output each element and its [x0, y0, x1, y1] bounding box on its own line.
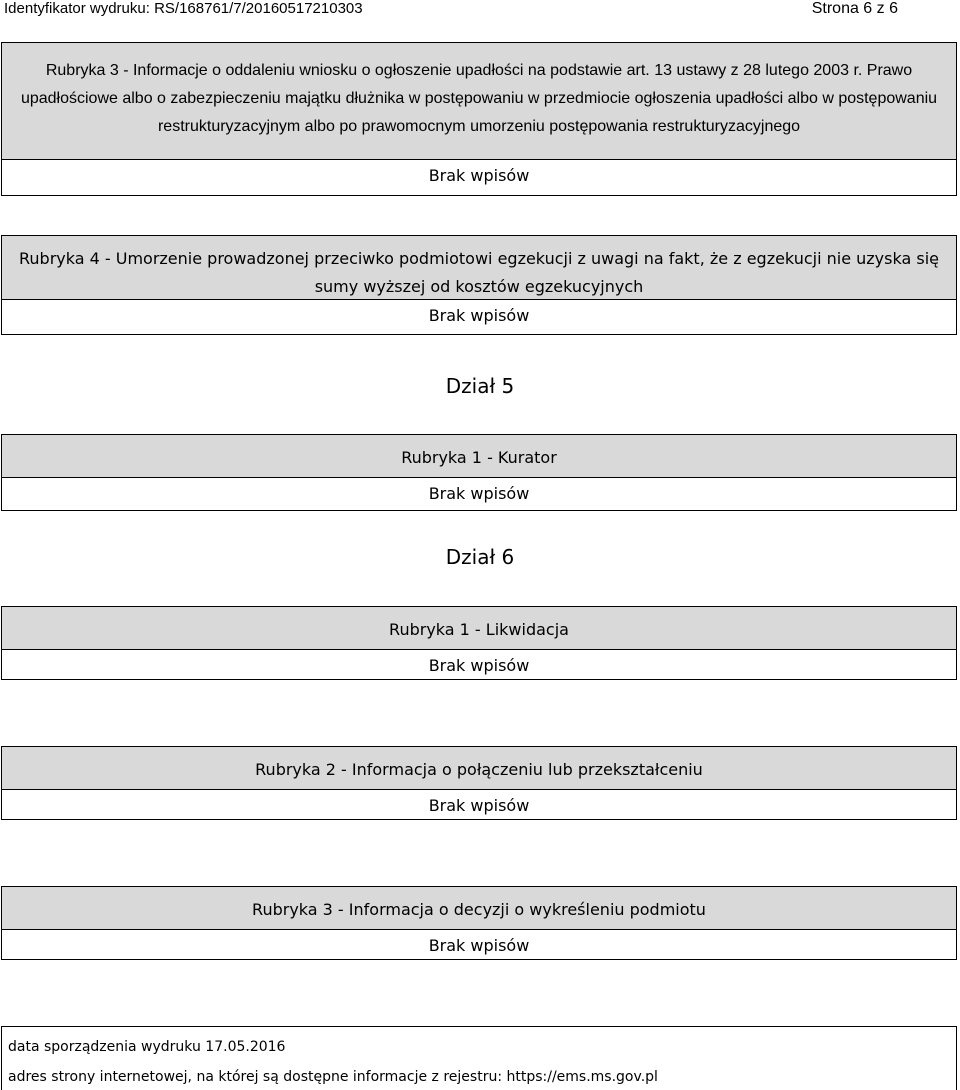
print-identifier: Identyfikator wydruku: RS/168761/7/20160517210303	[4, 0, 363, 17]
dzial-6-rubryka-2-value: Brak wpisów	[428, 796, 530, 815]
dzial-5-heading: Dział 5	[445, 374, 515, 398]
section-value-dzial-5-rubryka-1	[1, 477, 957, 511]
section-header-dzial-6-rubryka-2	[1, 746, 957, 790]
dzial-6-rubryka-1-value: Brak wpisów	[428, 656, 530, 675]
rubryka-3-title: Rubryka 3 - Informacje o oddaleniu wniosku o ogłoszenie upadłości na podstawie art. 13 ustawy z 28 lutego 2003 r. Prawo upadłościowe albo o zabezpieczeniu majątku dłużnika w postępowaniu w przedmiocie ogłoszenia upadłości albo w postępowaniu restrukturyzacyjnym albo po prawomocnym umorzeniu postępowania restrukturyzacyjnego	[20, 62, 938, 135]
section-value-rubryka-3-dzial-4	[1, 159, 957, 196]
dzial-6-rubryka-1-title: Rubryka 1 - Likwidacja	[389, 620, 569, 639]
section-value-dzial-6-rubryka-2	[1, 789, 957, 820]
section-header-dzial-5-rubryka-1	[1, 434, 957, 478]
registry-url-line: adres strony internetowej, na której są dostępne informacje z rejestru: https://ems.ms.gov.pl	[8, 1069, 658, 1085]
section-header-dzial-6-rubryka-1	[1, 606, 957, 650]
section-header-rubryka-3-dzial-4	[1, 42, 957, 160]
dzial-6-rubryka-2-title: Rubryka 2 - Informacja o połączeniu lub przekształceniu	[255, 760, 703, 779]
dzial-6-rubryka-3-value: Brak wpisów	[428, 936, 530, 955]
dzial-6-rubryka-3-title: Rubryka 3 - Informacja o decyzji o wykreśleniu podmiotu	[252, 900, 706, 919]
section-header-dzial-6-rubryka-3	[1, 886, 957, 930]
print-date: data sporządzenia wydruku 17.05.2016	[8, 1039, 286, 1055]
dzial-5-rubryka-1-value: Brak wpisów	[428, 484, 530, 503]
dzial-6-heading: Dział 6	[445, 545, 515, 569]
rubryka-3-value: Brak wpisów	[428, 166, 530, 185]
section-value-rubryka-4-dzial-4	[1, 299, 957, 335]
page-number: Strona 6 z 6	[811, 0, 898, 17]
footer-box	[1, 1026, 957, 1090]
section-header-rubryka-4-dzial-4	[1, 235, 957, 300]
dzial-5-rubryka-1-title: Rubryka 1 - Kurator	[401, 448, 557, 467]
rubryka-4-title: Rubryka 4 - Umorzenie prowadzonej przeciwko podmiotowi egzekucji z uwagi na fakt, że z egzekucji nie uzyska się sumy wyższej od kosztów egzekucyjnych	[19, 249, 939, 296]
rubryka-4-value: Brak wpisów	[428, 306, 530, 325]
section-value-dzial-6-rubryka-1	[1, 649, 957, 680]
section-value-dzial-6-rubryka-3	[1, 929, 957, 960]
